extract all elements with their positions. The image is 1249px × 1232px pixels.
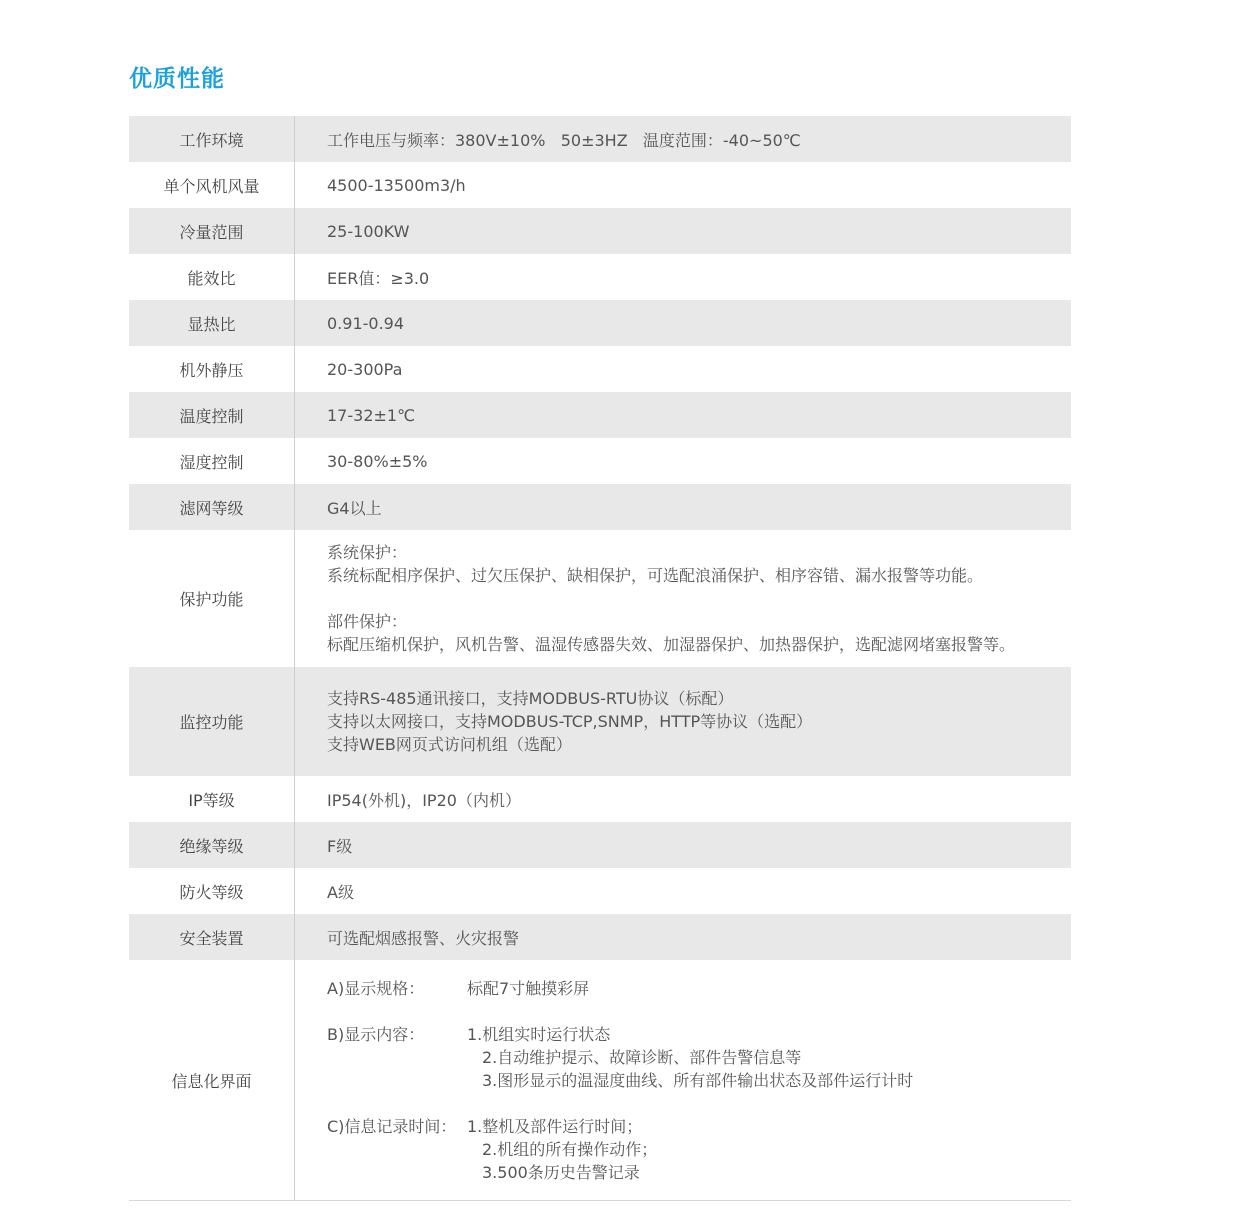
row-label: IP等级 — [129, 776, 295, 822]
info-line: 1.整机及部件运行时间； — [467, 1116, 643, 1136]
row-value: 20-300Pa — [327, 359, 403, 379]
info-item-c — [327, 1115, 1071, 1184]
row-value: IP54(外机)，IP20（内机） — [327, 790, 521, 810]
info-line: 2.自动维护提示、故障诊断、部件告警信息等 — [482, 1047, 802, 1067]
table-row — [129, 914, 1071, 960]
table-row — [129, 208, 1071, 254]
spec-table — [129, 116, 1071, 1201]
info-key: A)显示规格： — [327, 978, 425, 998]
info-line: 3.图形显示的温湿度曲线、所有部件输出状态及部件运行计时 — [482, 1070, 914, 1090]
row-value: A级 — [327, 882, 354, 902]
row-value: 可选配烟感报警、火灾报警 — [327, 928, 520, 948]
table-row — [129, 822, 1071, 868]
monitoring-value — [295, 667, 1071, 776]
row-label: 安全装置 — [129, 914, 295, 960]
table-row — [129, 300, 1071, 346]
row-label: 监控功能 — [129, 667, 295, 776]
row-value: F级 — [327, 836, 353, 856]
protection-value — [295, 530, 1071, 667]
info-key: C)信息记录时间： — [327, 1116, 457, 1136]
row-label: 工作环境 — [129, 116, 295, 162]
row-label: 单个风机风量 — [129, 162, 295, 208]
table-row — [129, 392, 1071, 438]
parts-protection-title: 部件保护： — [327, 612, 408, 631]
monitoring-line: 支持WEB网页式访问机组（选配） — [327, 735, 572, 754]
table-row — [129, 484, 1071, 530]
table-row-monitoring — [129, 667, 1071, 776]
row-label: 机外静压 — [129, 346, 295, 392]
info-key: B)显示内容： — [327, 1024, 425, 1044]
table-row — [129, 776, 1071, 822]
table-row — [129, 868, 1071, 914]
row-value: 17-32±1℃ — [327, 405, 416, 425]
row-value: 0.91-0.94 — [327, 313, 405, 333]
row-label: 湿度控制 — [129, 438, 295, 484]
row-label: 滤网等级 — [129, 484, 295, 530]
parts-protection-text: 标配压缩机保护，风机告警、温湿传感器失效、加湿器保护、加热器保护，选配滤网堵塞报警等。 — [327, 635, 1016, 654]
row-value: 30-80%±5% — [327, 451, 428, 471]
table-row — [129, 116, 1071, 162]
row-value: 4500-13500m3/h — [327, 175, 466, 195]
table-row-protection — [129, 530, 1071, 667]
table-row — [129, 346, 1071, 392]
info-line: 2.机组的所有操作动作； — [482, 1139, 658, 1159]
table-row-info — [129, 960, 1071, 1201]
system-protection-text: 系统标配相序保护、过欠压保护、缺相保护，可选配浪涌保护、相序容错、漏水报警等功能。 — [327, 566, 984, 585]
row-label: 温度控制 — [129, 392, 295, 438]
info-line: 1.机组实时运行状态 — [467, 1024, 611, 1044]
row-label: 保护功能 — [129, 530, 295, 667]
page-title: 优质性能 — [129, 66, 225, 92]
row-value: EER值：≥3.0 — [327, 268, 430, 288]
info-item-a — [327, 977, 1071, 1000]
info-value — [295, 960, 1071, 1200]
row-value: 25-100KW — [327, 221, 410, 241]
row-label: 能效比 — [129, 254, 295, 300]
row-label: 冷量范围 — [129, 208, 295, 254]
row-label: 绝缘等级 — [129, 822, 295, 868]
table-row — [129, 438, 1071, 484]
monitoring-line: 支持以太网接口，支持MODBUS-TCP,SNMP，HTTP等协议（选配） — [327, 712, 813, 731]
row-value: 工作电压与频率：380V±10% 50±3HZ 温度范围：-40~50℃ — [327, 130, 801, 150]
table-row — [129, 162, 1071, 208]
info-line: 标配7寸触摸彩屏 — [467, 978, 590, 998]
table-row — [129, 254, 1071, 300]
monitoring-line: 支持RS-485通讯接口，支持MODBUS-RTU协议（标配） — [327, 689, 734, 708]
info-item-b — [327, 1023, 1071, 1092]
info-line: 3.500条历史告警记录 — [482, 1162, 640, 1182]
system-protection-title: 系统保护： — [327, 543, 408, 562]
row-label: 显热比 — [129, 300, 295, 346]
row-value: G4以上 — [327, 498, 382, 518]
row-label: 信息化界面 — [129, 960, 295, 1200]
row-label: 防火等级 — [129, 868, 295, 914]
